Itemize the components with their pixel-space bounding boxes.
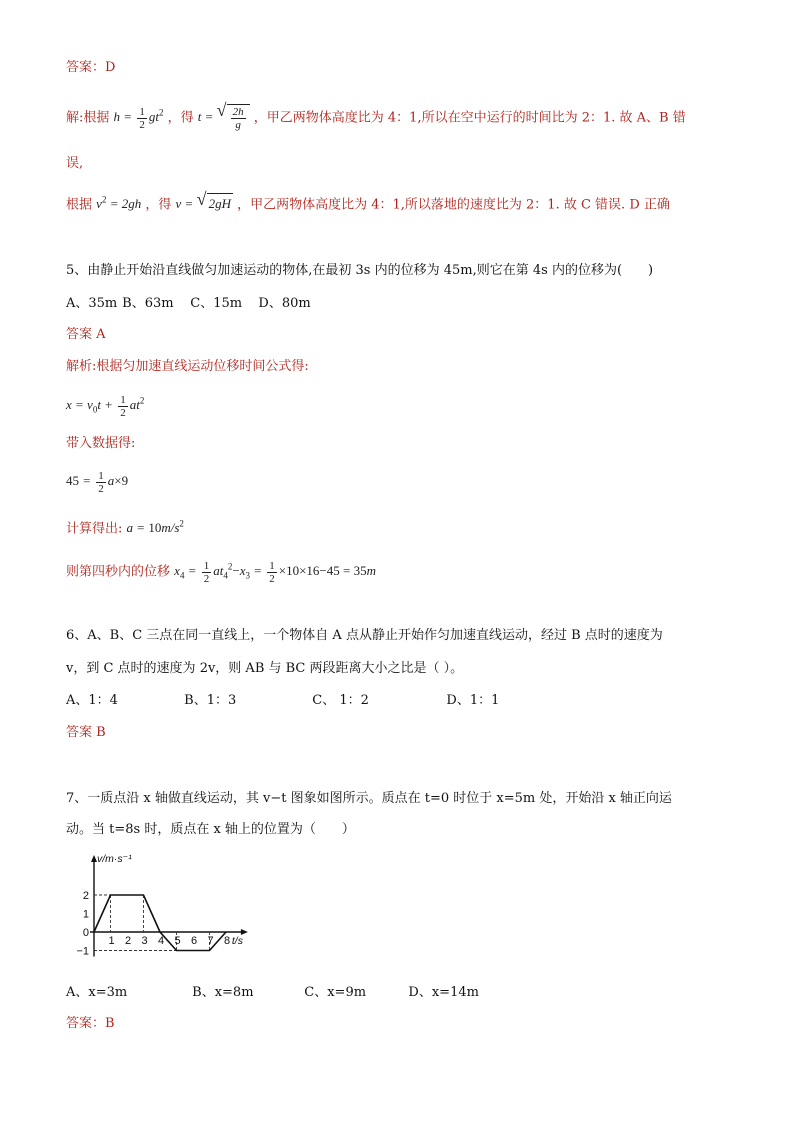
q5-fourth-line xyxy=(66,558,376,585)
q5-formula-substituted: 45 = $\frac{1}{2}$ a×9 xyxy=(66,470,129,495)
q7-line2: 动。当 t=8s 时，质点在 x 轴上的位置为（ ） xyxy=(66,822,355,837)
q6-option-a: A、1：4 xyxy=(66,693,118,708)
q5-question: 5、由静止开始沿直线做匀加速运动的物体,在最初 3s 内的位移为 45m,则它在第 4s 内的位移为( ) xyxy=(66,263,654,278)
q5-explain: 解析:根据匀加速直线运动位移时间公式得: xyxy=(66,359,309,374)
y-tick-label: −1 xyxy=(76,945,89,958)
q6-answer: 答案 B xyxy=(66,725,106,740)
formula-h-half-gt2: h = $\frac{1}{2}$ $gt^2$ xyxy=(113,106,164,131)
x-tick-label: 8 xyxy=(223,935,231,947)
q4-sol-text3: ，甲乙两物体高度比为 4：1,所以在空中运行的时间比为 2：1. 故 A、B 错 xyxy=(253,110,686,126)
q4-sol2-text2: ，得 xyxy=(145,197,172,213)
q5-computed: 计算得出: xyxy=(66,521,123,537)
y-tick-label: 1 xyxy=(82,908,89,921)
q4-sol-text1: 解:根据 xyxy=(66,110,110,126)
q5-option-b: B、63m xyxy=(122,296,174,311)
q5-options xyxy=(66,295,311,313)
q5-option-c: C、15m xyxy=(190,296,243,311)
q6-option-b: B、1：3 xyxy=(184,693,237,708)
x-tick-label: 3 xyxy=(141,935,148,947)
q7-answer: 答案：B xyxy=(66,1016,115,1031)
q6-option-c: C、 1：2 xyxy=(312,693,369,708)
q6-options xyxy=(66,692,499,710)
q5-formula-displacement: $x = v_0t$ + $\frac{1}{2}$ $at^2$ xyxy=(66,393,145,419)
y-axis-label: v/m·s⁻¹ xyxy=(97,853,132,865)
q5-substitute: 带入数据得: xyxy=(66,436,136,451)
formula-t-sqrt: t = √ $\frac{2h}{g}$ xyxy=(198,109,250,124)
q6-option-d: D、1：1 xyxy=(446,693,500,708)
x-tick-label: 5 xyxy=(174,935,181,947)
q4-answer: 答案：D xyxy=(66,60,116,75)
formula-x4: $x_4$ = $\frac{1}{2}$ $at_4^2-x_3$ = $\frac{1}{2}$ ×10×16−45 = 35m xyxy=(174,559,376,585)
q4-solution-line2 xyxy=(66,191,670,214)
x-tick-label: 2 xyxy=(124,935,132,947)
x-axis-label: t/s xyxy=(231,935,243,947)
q4-solution-wrap: 误, xyxy=(66,156,84,171)
q7-options xyxy=(66,984,479,1002)
q6-line1: 6、A、B、C 三点在同一直线上，一个物体自 A 点从静止开始作匀加速直线运动，经过 B 点时的速度为 xyxy=(66,628,663,643)
q5-option-a: A、35m xyxy=(66,296,118,311)
q4-sol-text2: ，得 xyxy=(167,110,194,126)
q4-sol2-text1: 根据 xyxy=(66,197,93,213)
q5-computed-line xyxy=(66,515,184,538)
formula-a-result: $a = 10m/s^2$ xyxy=(126,519,184,536)
q5-answer: 答案 A xyxy=(66,327,106,342)
vt-graph-svg xyxy=(72,850,272,970)
q7-line1: 7、一质点沿 x 轴做直线运动，其 v−t 图象如图所示。质点在 t=0 时位于 x=5m 处，开始沿 x 轴正向运 xyxy=(66,791,672,806)
q7-option-d: D、x=14m xyxy=(408,985,479,1000)
q5-option-d: D、80m xyxy=(258,296,311,311)
y-tick-label: 0 xyxy=(82,927,89,939)
q7-option-b: B、x=8m xyxy=(192,985,254,1000)
x-tick-label: 4 xyxy=(157,935,165,947)
q4-solution-line1 xyxy=(66,100,686,131)
q7-option-a: A、x=3m xyxy=(66,985,128,1000)
formula-v-sqrt-2gH: v = √ 2gH xyxy=(175,189,231,212)
x-tick-label: 7 xyxy=(207,935,214,947)
q5-fourth: 则第四秒内的位移 xyxy=(66,564,171,580)
formula-v2-2gh: $v^2 = 2gh$ xyxy=(96,195,142,212)
x-tick-label: 1 xyxy=(108,935,115,947)
q4-sol2-text3: ，甲乙两物体高度比为 4：1,所以落地的速度比为 2：1. 故 C 错误. D 正确 xyxy=(237,197,670,213)
vt-graph xyxy=(72,850,272,970)
q6-line2: v，到 C 点时的速度为 2v，则 AB 与 BC 两段距离大小之比是（ ）。 xyxy=(66,661,464,676)
q7-option-c: C、x=9m xyxy=(304,985,367,1000)
x-tick-label: 6 xyxy=(190,935,198,947)
y-tick-label: 2 xyxy=(82,890,89,902)
